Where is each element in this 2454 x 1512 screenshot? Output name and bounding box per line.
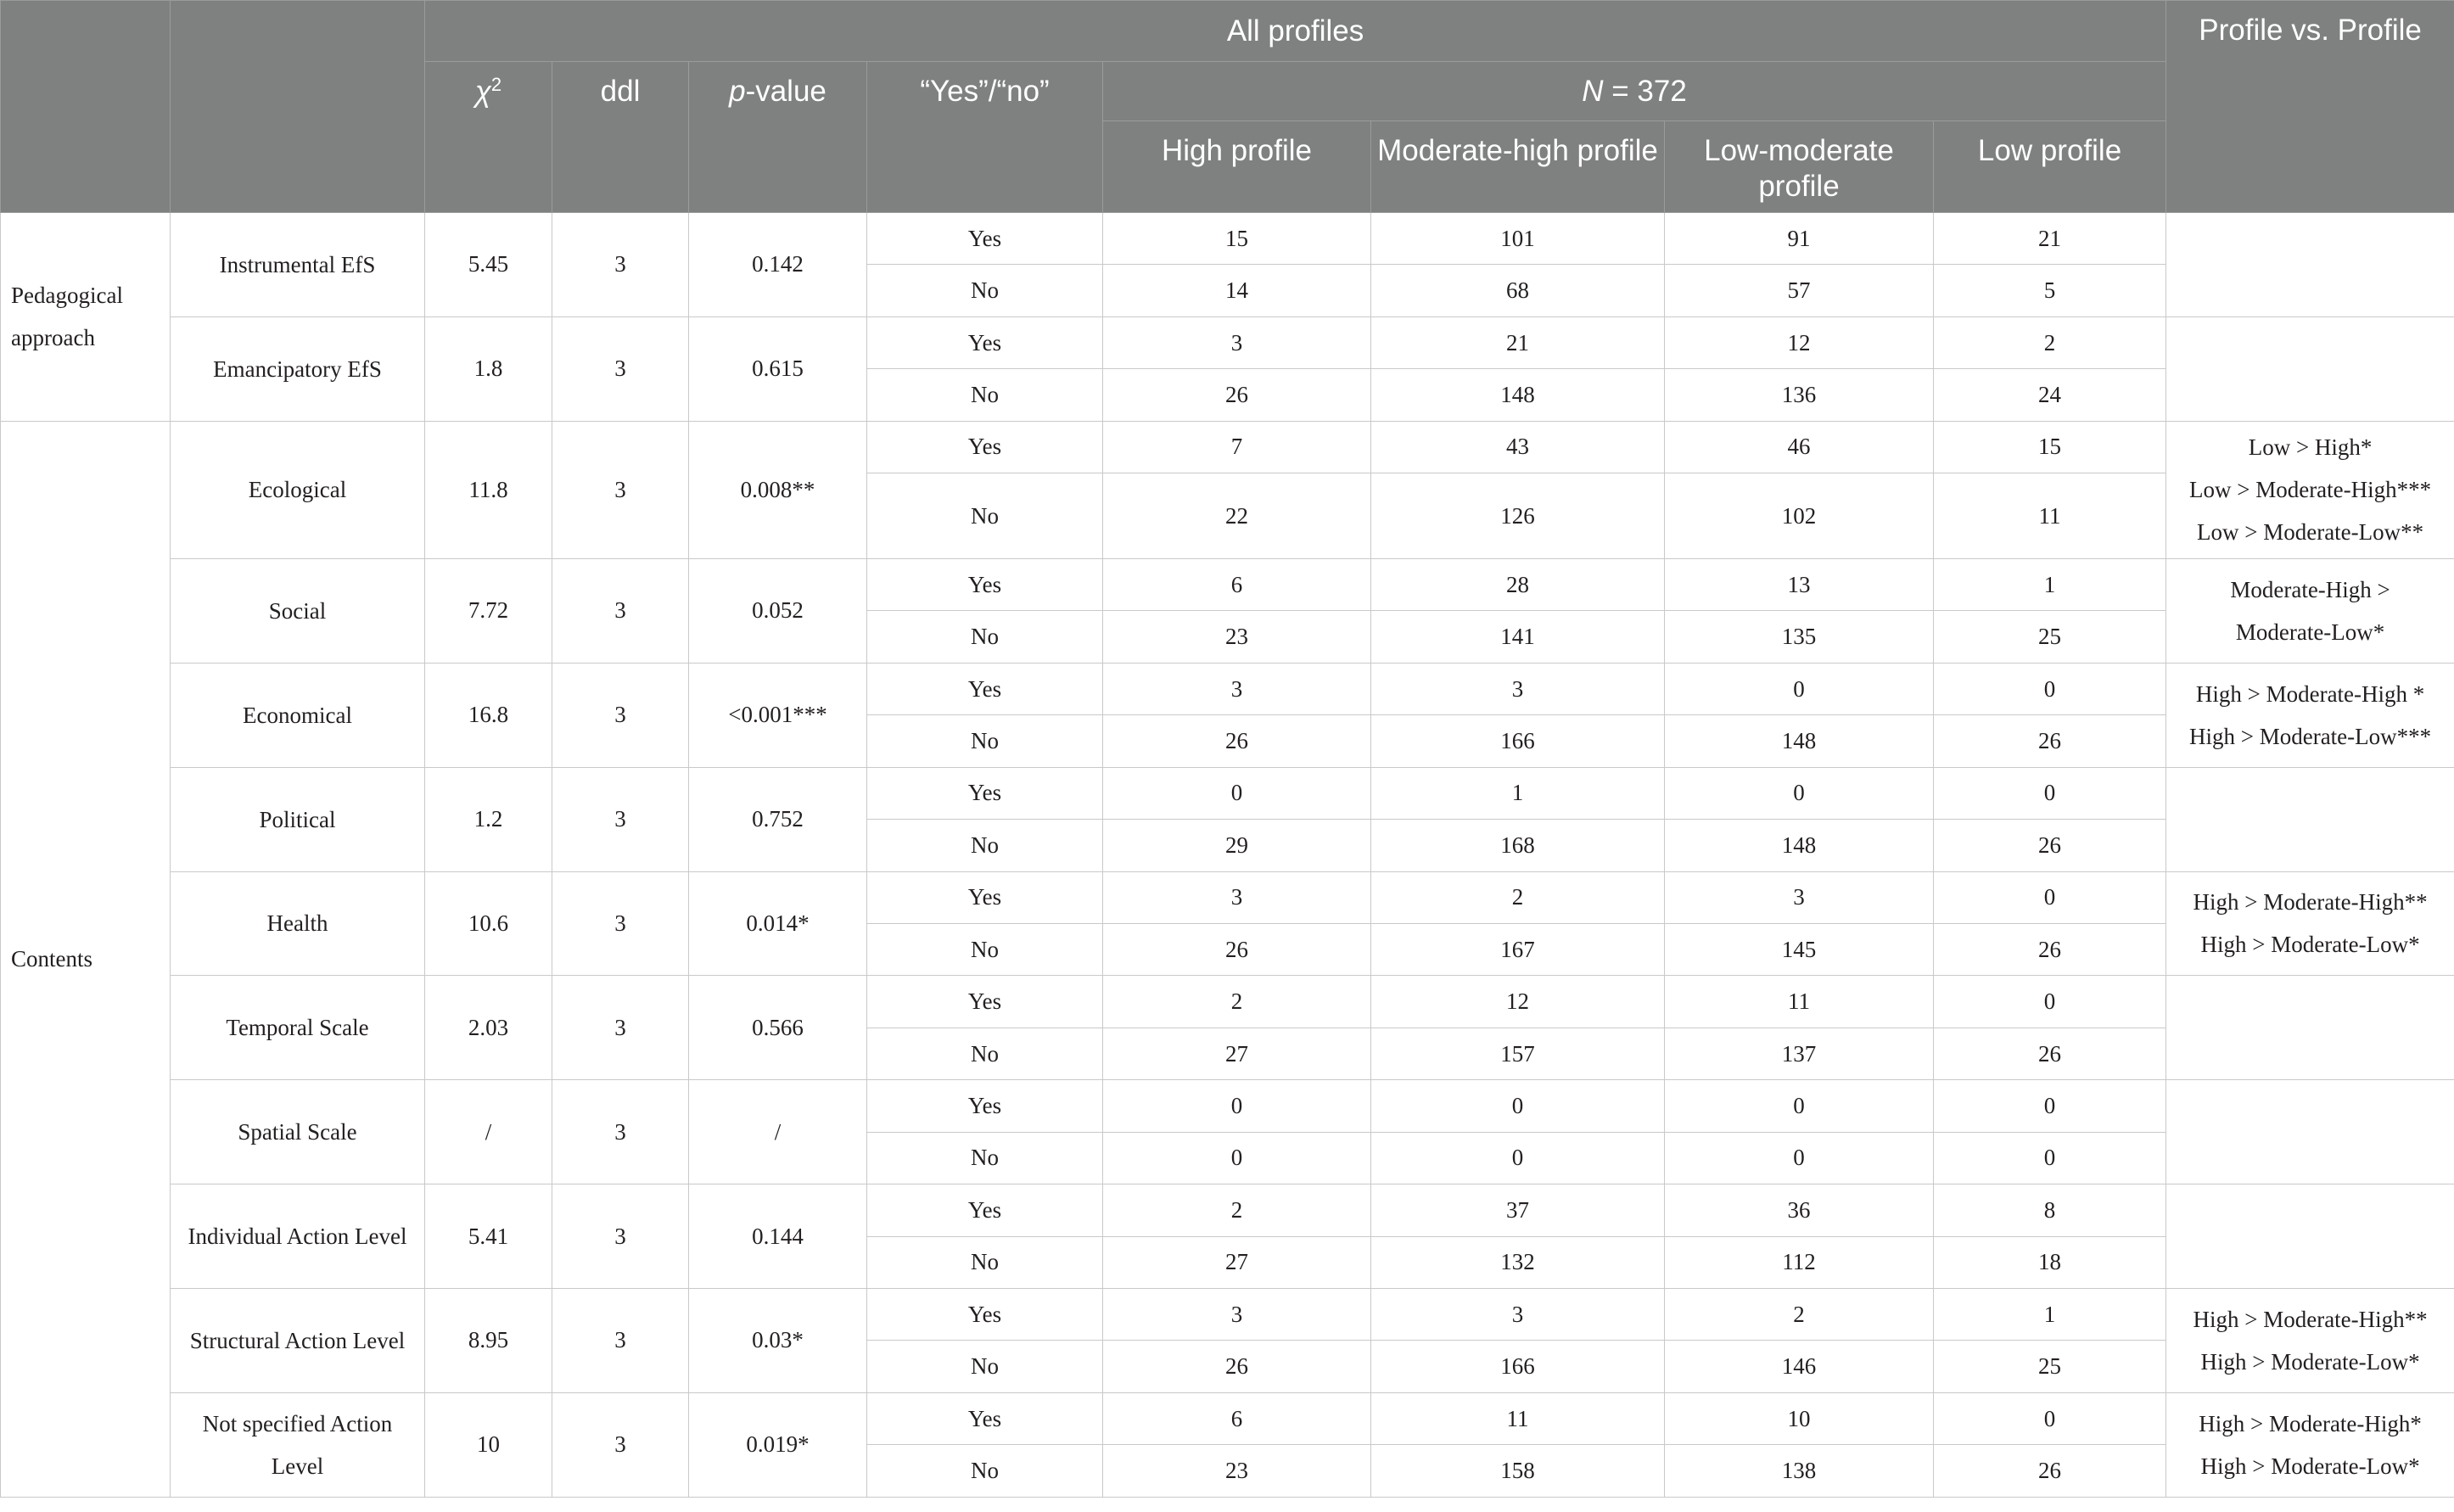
yes-label-cell: Yes [867,871,1103,923]
header-profile-high: High profile [1103,121,1371,213]
yes-count-cell: 6 [1103,1392,1371,1444]
yes-count-cell: 12 [1371,976,1665,1028]
profile-comparison-cell [2166,1392,2454,1497]
chi2-cell: 10 [425,1392,552,1497]
comparison-line: High > Moderate-Low* [2200,1348,2420,1375]
variable-cell: Economical [171,663,425,767]
no-count-cell: 26 [1934,1028,2166,1079]
comparison-line: High > Moderate-High** [2193,889,2428,916]
yes-label-cell: Yes [867,663,1103,714]
profile-comparison-cell [2166,1184,2454,1289]
comparison-line: High > Moderate-Low* [2200,932,2420,958]
yes-count-cell: 2 [1665,1289,1934,1341]
no-count-cell: 26 [1934,923,2166,975]
yes-label-cell: Yes [867,1392,1103,1444]
chi2-cell: 10.6 [425,871,552,976]
profile-comparison-cell [2166,421,2454,558]
no-count-cell: 166 [1371,715,1665,767]
profile-comparison-cell [2166,558,2454,663]
no-count-cell: 0 [1665,1132,1934,1184]
p-value-cell: 0.615 [689,316,867,421]
table-row [1,767,2454,819]
yes-label-cell: Yes [867,213,1103,265]
yes-count-cell: 10 [1665,1392,1934,1444]
yes-label-cell: Yes [867,976,1103,1028]
no-count-cell: 18 [1934,1236,2166,1288]
no-count-cell: 29 [1103,820,1371,871]
yes-count-cell: 15 [1103,213,1371,265]
header-profile-low-moderate: Low-moderate profile [1665,121,1934,213]
yes-count-cell: 0 [1934,1080,2166,1132]
ddl-cell: 3 [552,871,689,976]
variable-cell: Social [171,558,425,663]
no-count-cell: 167 [1371,923,1665,975]
yes-count-cell: 1 [1934,1289,2166,1341]
no-label-cell: No [867,1132,1103,1184]
variable-cell: Temporal Scale [171,976,425,1080]
no-count-cell: 27 [1103,1028,1371,1079]
table-row [1,316,2454,368]
variable-cell: Not specified Action Level [171,1392,425,1497]
chi2-cell: 1.8 [425,316,552,421]
comparison-line: High > Moderate-High** [2193,1306,2428,1332]
p-value-cell: 0.008** [689,421,867,558]
ddl-cell: 3 [552,1184,689,1289]
yes-count-cell: 3 [1103,316,1371,368]
no-label-cell: No [867,1028,1103,1079]
yes-label-cell: Yes [867,558,1103,610]
yes-count-cell: 13 [1665,558,1934,610]
no-label-cell: No [867,1236,1103,1288]
ddl-cell: 3 [552,1080,689,1184]
no-count-cell: 145 [1665,923,1934,975]
no-count-cell: 26 [1103,715,1371,767]
yes-count-cell: 2 [1371,871,1665,923]
no-count-cell: 137 [1665,1028,1934,1079]
yes-count-cell: 15 [1934,421,2166,473]
header-profile-low: Low profile [1934,121,2166,213]
no-count-cell: 168 [1371,820,1665,871]
yes-label-cell: Yes [867,1184,1103,1236]
yes-count-cell: 3 [1103,663,1371,714]
yes-count-cell: 3 [1103,1289,1371,1341]
yes-count-cell: 21 [1934,213,2166,265]
table-row [1,663,2454,714]
header-all-profiles: All profiles [425,1,2166,62]
p-value-cell: 0.752 [689,767,867,871]
yes-count-cell: 21 [1371,316,1665,368]
header-profile-moderate-high: Moderate-high profile [1371,121,1665,213]
yes-count-cell: 0 [1665,1080,1934,1132]
table-row [1,1392,2454,1444]
no-label-cell: No [867,1341,1103,1392]
chi2-cell: 1.2 [425,767,552,871]
comparison-line: Moderate-High > [2230,576,2390,602]
no-count-cell: 26 [1103,923,1371,975]
header-chi-square [425,62,552,213]
yes-count-cell: 0 [1934,976,2166,1028]
p-value-cell: 0.142 [689,213,867,317]
comparison-line: Low > Moderate-Low** [2197,519,2424,546]
ddl-cell: 3 [552,558,689,663]
ddl-cell: 3 [552,1392,689,1497]
p-value-cell: 0.052 [689,558,867,663]
category-cell: Pedagogical approach [1,213,171,422]
table-row [1,976,2454,1028]
yes-count-cell: 2 [1103,976,1371,1028]
no-count-cell: 23 [1103,611,1371,663]
profile-comparison-cell [2166,316,2454,421]
no-count-cell: 14 [1103,265,1371,316]
no-label-cell: No [867,473,1103,559]
no-count-cell: 135 [1665,611,1934,663]
variable-cell: Instrumental EfS [171,213,425,317]
yes-count-cell: 12 [1665,316,1934,368]
yes-count-cell: 0 [1103,1080,1371,1132]
yes-count-cell: 3 [1371,1289,1665,1341]
no-count-cell: 112 [1665,1236,1934,1288]
variable-cell: Ecological [171,421,425,558]
yes-count-cell: 3 [1371,663,1665,714]
yes-count-cell: 7 [1103,421,1371,473]
no-count-cell: 25 [1934,1341,2166,1392]
no-count-cell: 22 [1103,473,1371,559]
yes-count-cell: 11 [1371,1392,1665,1444]
yes-count-cell: 11 [1665,976,1934,1028]
yes-count-cell: 0 [1665,767,1934,819]
ddl-cell: 3 [552,316,689,421]
no-count-cell: 136 [1665,369,1934,421]
yes-count-cell: 0 [1103,767,1371,819]
no-label-cell: No [867,715,1103,767]
no-count-cell: 138 [1665,1445,1934,1498]
no-count-cell: 148 [1665,715,1934,767]
no-count-cell: 26 [1934,715,2166,767]
yes-count-cell: 43 [1371,421,1665,473]
table-row [1,1184,2454,1236]
p-value-cell: <0.001*** [689,663,867,767]
comparison-line: Low > High* [2248,434,2373,461]
yes-label-cell: Yes [867,767,1103,819]
table-row [1,871,2454,923]
profile-comparison-cell [2166,213,2454,317]
no-count-cell: 68 [1371,265,1665,316]
no-label-cell: No [867,611,1103,663]
yes-count-cell: 0 [1934,871,2166,923]
header-blank-category [1,1,171,213]
comparison-line: High > Moderate-High * [2195,680,2425,707]
profile-comparison-cell [2166,1080,2454,1184]
header-n [1103,62,2166,121]
ddl-cell: 3 [552,663,689,767]
ddl-cell: 3 [552,421,689,558]
no-count-cell: 26 [1934,820,2166,871]
no-count-cell: 0 [1103,1132,1371,1184]
no-count-cell: 0 [1934,1132,2166,1184]
variable-cell: Health [171,871,425,976]
no-count-cell: 166 [1371,1341,1665,1392]
table-row [1,558,2454,610]
profile-comparison-cell [2166,767,2454,871]
n-italic: N [1582,74,1604,108]
yes-label-cell: Yes [867,316,1103,368]
yes-count-cell: 0 [1665,663,1934,714]
yes-count-cell: 1 [1371,767,1665,819]
no-count-cell: 148 [1371,369,1665,421]
no-count-cell: 148 [1665,820,1934,871]
variable-cell: Individual Action Level [171,1184,425,1289]
profile-comparison-cell [2166,663,2454,767]
no-count-cell: 24 [1934,369,2166,421]
p-italic: p [729,75,746,108]
comparison-line: High > Moderate-Low* [2200,1453,2420,1479]
ddl-cell: 3 [552,767,689,871]
header-p-value [689,62,867,213]
profile-comparison-cell [2166,976,2454,1080]
yes-count-cell: 37 [1371,1184,1665,1236]
comparison-line: High > Moderate-Low*** [2188,723,2432,749]
chi2-cell: 16.8 [425,663,552,767]
no-count-cell: 102 [1665,473,1934,559]
comparison-line: High > Moderate-High* [2199,1410,2422,1436]
chi2-cell: 5.41 [425,1184,552,1289]
no-label-cell: No [867,820,1103,871]
chi2-cell: 11.8 [425,421,552,558]
no-count-cell: 157 [1371,1028,1665,1079]
p-value-cell: 0.03* [689,1289,867,1393]
chi2-cell: 8.95 [425,1289,552,1393]
yes-count-cell: 46 [1665,421,1934,473]
p-value-cell: 0.019* [689,1392,867,1497]
no-count-cell: 0 [1371,1132,1665,1184]
yes-count-cell: 6 [1103,558,1371,610]
header-blank-variable [171,1,425,213]
yes-count-cell: 0 [1934,1392,2166,1444]
yes-count-cell: 91 [1665,213,1934,265]
yes-count-cell: 2 [1103,1184,1371,1236]
n-rest: = 372 [1603,74,1687,108]
yes-count-cell: 1 [1934,558,2166,610]
no-count-cell: 158 [1371,1445,1665,1498]
no-count-cell: 26 [1103,1341,1371,1392]
chi2-cell: 7.72 [425,558,552,663]
table-row [1,1080,2454,1132]
yes-count-cell: 8 [1934,1184,2166,1236]
table-row [1,421,2454,473]
no-count-cell: 146 [1665,1341,1934,1392]
chi2-cell: 5.45 [425,213,552,317]
p-value-cell: 0.566 [689,976,867,1080]
comparison-line: Moderate-Low* [2235,619,2385,645]
table-row [1,1289,2454,1341]
no-count-cell: 57 [1665,265,1934,316]
ddl-cell: 3 [552,213,689,317]
no-count-cell: 25 [1934,611,2166,663]
p-value-cell: 0.014* [689,871,867,976]
yes-count-cell: 2 [1934,316,2166,368]
no-label-cell: No [867,369,1103,421]
yes-label-cell: Yes [867,1289,1103,1341]
variable-cell: Political [171,767,425,871]
no-count-cell: 11 [1934,473,2166,559]
yes-count-cell: 3 [1665,871,1934,923]
no-count-cell: 126 [1371,473,1665,559]
p-value-cell: / [689,1080,867,1184]
profile-comparison-cell [2166,1289,2454,1393]
no-count-cell: 23 [1103,1445,1371,1498]
yes-count-cell: 28 [1371,558,1665,610]
no-label-cell: No [867,923,1103,975]
variable-cell: Spatial Scale [171,1080,425,1184]
no-count-cell: 141 [1371,611,1665,663]
yes-label-cell: Yes [867,1080,1103,1132]
category-cell: Contents [1,421,171,1497]
yes-count-cell: 3 [1103,871,1371,923]
ddl-cell: 3 [552,1289,689,1393]
comparison-line: Low > Moderate-High*** [2188,477,2432,503]
no-label-cell: No [867,265,1103,316]
p-value-cell: 0.144 [689,1184,867,1289]
table-row [1,213,2454,265]
no-count-cell: 26 [1103,369,1371,421]
chi-superscript: 2 [490,74,502,95]
ddl-cell: 3 [552,976,689,1080]
no-count-cell: 5 [1934,265,2166,316]
yes-label-cell: Yes [867,421,1103,473]
variable-cell: Emancipatory EfS [171,316,425,421]
no-label-cell: No [867,1445,1103,1498]
chi2-cell: 2.03 [425,976,552,1080]
header-yes-no: “Yes”/“no” [867,62,1103,213]
p-rest: -value [745,75,826,108]
yes-count-cell: 36 [1665,1184,1934,1236]
no-count-cell: 27 [1103,1236,1371,1288]
chi2-cell: / [425,1080,552,1184]
yes-count-cell: 0 [1371,1080,1665,1132]
no-count-cell: 132 [1371,1236,1665,1288]
yes-count-cell: 0 [1934,767,2166,819]
variable-cell: Structural Action Level [171,1289,425,1393]
table-body [1,213,2454,1498]
no-count-cell: 26 [1934,1445,2166,1498]
yes-count-cell: 0 [1934,663,2166,714]
header-ddl: ddl [552,62,689,213]
header-profile-vs-profile: Profile vs. Profile [2166,1,2454,213]
profile-comparison-cell [2166,871,2454,976]
yes-count-cell: 101 [1371,213,1665,265]
chi-symbol: χ [474,75,491,109]
